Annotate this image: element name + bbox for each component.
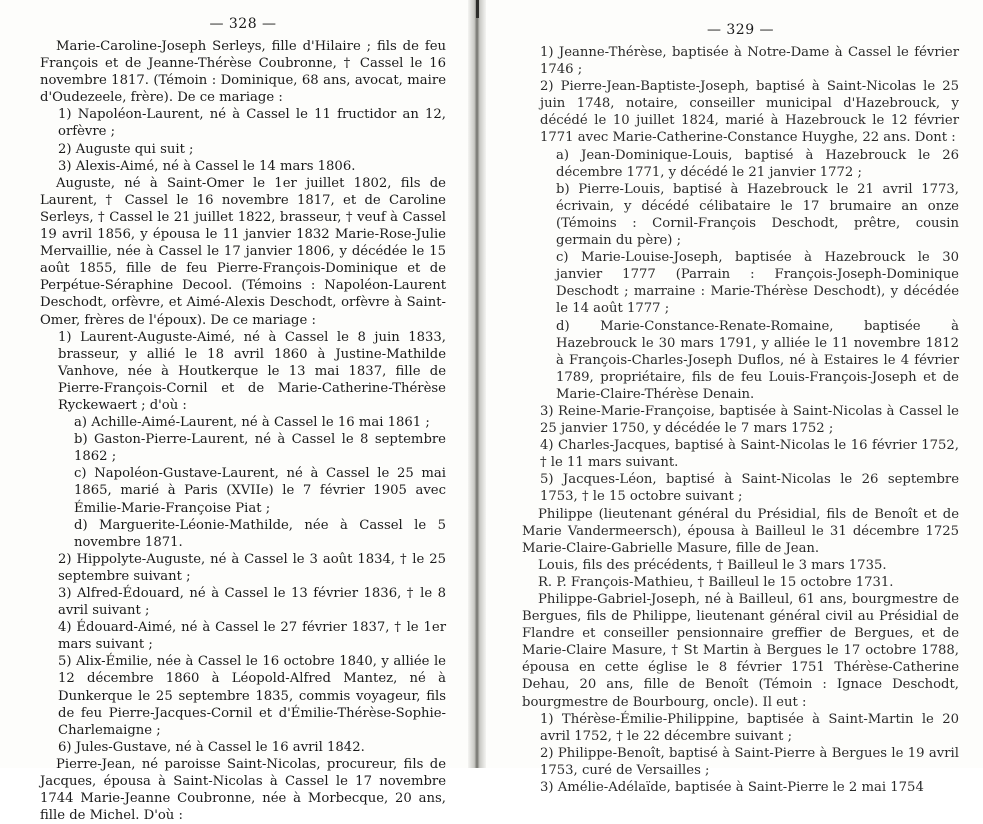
paragraph: Louis, fils des précédents, † Bailleul le 3 mars 1735. — [538, 557, 887, 573]
paragraph: Pierre-Jean, né paroisse Saint-Nicolas, procureur, fils de Jacques, épousa à Saint-Nicolas à Cassel le 17 novembre 1744 Marie-Jeanne Coubronne, née à Morbecque, 20 ans, fille de Michel. D'où : — [40, 756, 446, 824]
sub-item: d) Marie-Constance-Renate-Romaine, baptisée à Hazebrouck le 30 mars 1791, y alliée le 11 novembre 1812 à François-Charles-Joseph Duflos, né à Estaires le 4 février 1789, propriétaire, fils de feu Louis-François-Joseph et de Marie-Claire-Thérèse Denain. — [556, 318, 959, 402]
sub-item: d) Marguerite-Léonie-Mathilde, née à Cassel le 5 novembre 1871. — [74, 517, 446, 550]
sub-item: c) Marie-Louise-Joseph, baptisée à Hazebrouck le 30 janvier 1777 (Parrain : François-Joseph-Dominique Deschodt ; marraine : Marie-Thérèse Deschodt), y décédée le 14 août 1777 ; — [556, 250, 959, 317]
list-item: 2) Hippolyte-Auguste, né à Cassel le 3 août 1834, † le 25 septembre suivant ; — [58, 551, 446, 584]
list-item: 5) Alix-Émilie, née à Cassel le 16 octobre 1840, y alliée le 12 décembre 1860 à Léopold-Alfred Mantez, né à Dunkerque le 25 septembre 1835, commis voyageur, fils de feu Pierre-Jacques-Cornil et d'Émilie-Thérèse-Sophie-Charlemaigne ; — [58, 654, 446, 738]
list-item: 1) Laurent-Auguste-Aimé, né à Cassel le 8 juin 1833, brasseur, y allié le 18 avril 1860 à Justine-Mathilde Vanhove, née à Houtkerque le 13 mai 1837, fille de Pierre-François-Cornil et de Marie-Catherine-Thérèse Ryckewaert ; d'où : — [58, 329, 446, 413]
list-item: 4) Charles-Jacques, baptisé à Saint-Nicolas le 16 février 1752, † le 11 mars suivant. — [540, 438, 959, 471]
list-item: 3) Reine-Marie-Françoise, baptisée à Saint-Nicolas à Cassel le 25 janvier 1750, y décédée le 7 mars 1752 ; — [540, 403, 959, 437]
sub-item: b) Gaston-Pierre-Laurent, né à Cassel le 8 septembre 1862 ; — [74, 432, 446, 465]
sub-item: a) Jean-Dominique-Louis, baptisé à Hazebrouck le 26 décembre 1771, y décédé le 21 janvier 1772 ; — [556, 147, 959, 180]
sub-item: a) Achille-Aimé-Laurent, né à Cassel le 16 mai 1861 ; — [74, 415, 430, 431]
page-number-right: — 329 — — [706, 22, 775, 38]
left-page-text — [40, 38, 446, 824]
paragraph: Marie-Caroline-Joseph Serleys, fille d'Hilaire ; fils de feu François et de Jeanne-Thérèse Coubronne, † Cassel le 16 novembre 1817. (Témoin : Dominique, 68 ans, avocat, maire d'Oudezeele, frère). De ce mariage : — [40, 39, 446, 106]
right-page — [486, 0, 983, 796]
list-item: 1) Napoléon-Laurent, né à Cassel le 11 fructidor an 12, orfèvre ; — [58, 107, 446, 140]
list-item: 1) Thérèse-Émilie-Philippine, baptisée à Saint-Martin le 20 avril 1752, † le 22 décembre suivant ; — [540, 711, 959, 744]
list-item: 3) Alfred-Édouard, né à Cassel le 13 février 1836, † le 8 avril suivant ; — [58, 586, 446, 619]
list-item: 3) Amélie-Adélaïde, baptisée à Saint-Pierre le 2 mai 1754 — [540, 780, 924, 796]
paragraph: Auguste, né à Saint-Omer le 1er juillet 1802, fils de Laurent, † Cassel le 16 novembre 1817, et de Caroline Serleys, † Cassel le 21 juillet 1822, brasseur, † veuf à Cassel 19 avril 1856, y épousa le 11 janvier 1832 Marie-Rose-Julie Mervaillie, née à Cassel le 17 janvier 1806, y décédée le 15 août 1855, fille de feu Pierre-François-Dominique et de Perpétue-Séraphine Decool. (Témoins : Napoléon-Laurent Deschodt, orfèvre, et Aimé-Alexis Deschodt, orfèvre à Saint-Omer, frères de l'époux). De ce mariage : — [40, 175, 446, 328]
gutter-shadow — [476, 0, 479, 18]
list-item: 1) Jeanne-Thérèse, baptisée à Notre-Dame à Cassel le février 1746 ; — [540, 45, 959, 78]
list-item: 4) Édouard-Aimé, né à Cassel le 27 février 1837, † le 1er mars suivant ; — [58, 620, 446, 653]
sub-item: c) Napoléon-Gustave-Laurent, né à Cassel le 25 mai 1865, marié à Paris (XVIIe) le 7 février 1905 avec Émilie-Marie-Françoise Piat ; — [74, 466, 446, 516]
book-gutter — [468, 0, 486, 768]
page-number-left: — 328 — — [209, 16, 277, 32]
list-item: 2) Auguste qui suit ; — [58, 141, 194, 157]
paragraph: Philippe (lieutenant général du Présidial, fils de Benoît et de Marie Vandermeersch), épousa à Bailleul le 31 décembre 1725 Marie-Claire-Gabrielle Masure, fille de Jean. — [522, 506, 959, 556]
list-item: 2) Philippe-Benoît, baptisé à Saint-Pierre à Bergues le 19 avril 1753, curé de Versailles ; — [540, 745, 959, 778]
list-item: 6) Jules-Gustave, né à Cassel le 16 avril 1842. — [58, 739, 365, 755]
paragraph: Philippe-Gabriel-Joseph, né à Bailleul, 61 ans, bourgmestre de Bergues, fils de Philippe, lieutenant général civil au Présidial de Flandre et conseiller pensionnaire greffier de Bergues, et de Marie-Claire Masure, † St Martin à Bergues le 17 octobre 1788, épousa en cette église le 8 février 1751 Thérèse-Catherine Dehau, 20 ans, fille de Benoît (Témoin : Ignace Deschodt, bourgmestre de Bourbourg, oncle). Il eut : — [522, 592, 959, 710]
list-item: 2) Pierre-Jean-Baptiste-Joseph, baptisé à Saint-Nicolas le 25 juin 1748, notaire, conseiller municipal d'Hazebrouck, y décédé le 10 juillet 1824, marié à Hazebrouck le 12 février 1771 avec Marie-Catherine-Constance Huyghe, 22 ans. Dont : — [540, 79, 959, 146]
list-item: 5) Jacques-Léon, baptisé à Saint-Nicolas le 26 septembre 1753, † le 15 octobre suivant ; — [540, 472, 959, 505]
left-page — [0, 0, 468, 824]
right-page-text — [522, 44, 959, 796]
paragraph: R. P. François-Mathieu, † Bailleul le 15 octobre 1731. — [538, 574, 894, 590]
list-item: 3) Alexis-Aimé, né à Cassel le 14 mars 1806. — [58, 158, 356, 174]
sub-item: b) Pierre-Louis, baptisé à Hazebrouck le 21 avril 1773, écrivain, y décédé célibataire le 17 brumaire an onze (Témoins : Cornil-François Deschodt, prêtre, cousin germain du père) ; — [556, 181, 959, 249]
